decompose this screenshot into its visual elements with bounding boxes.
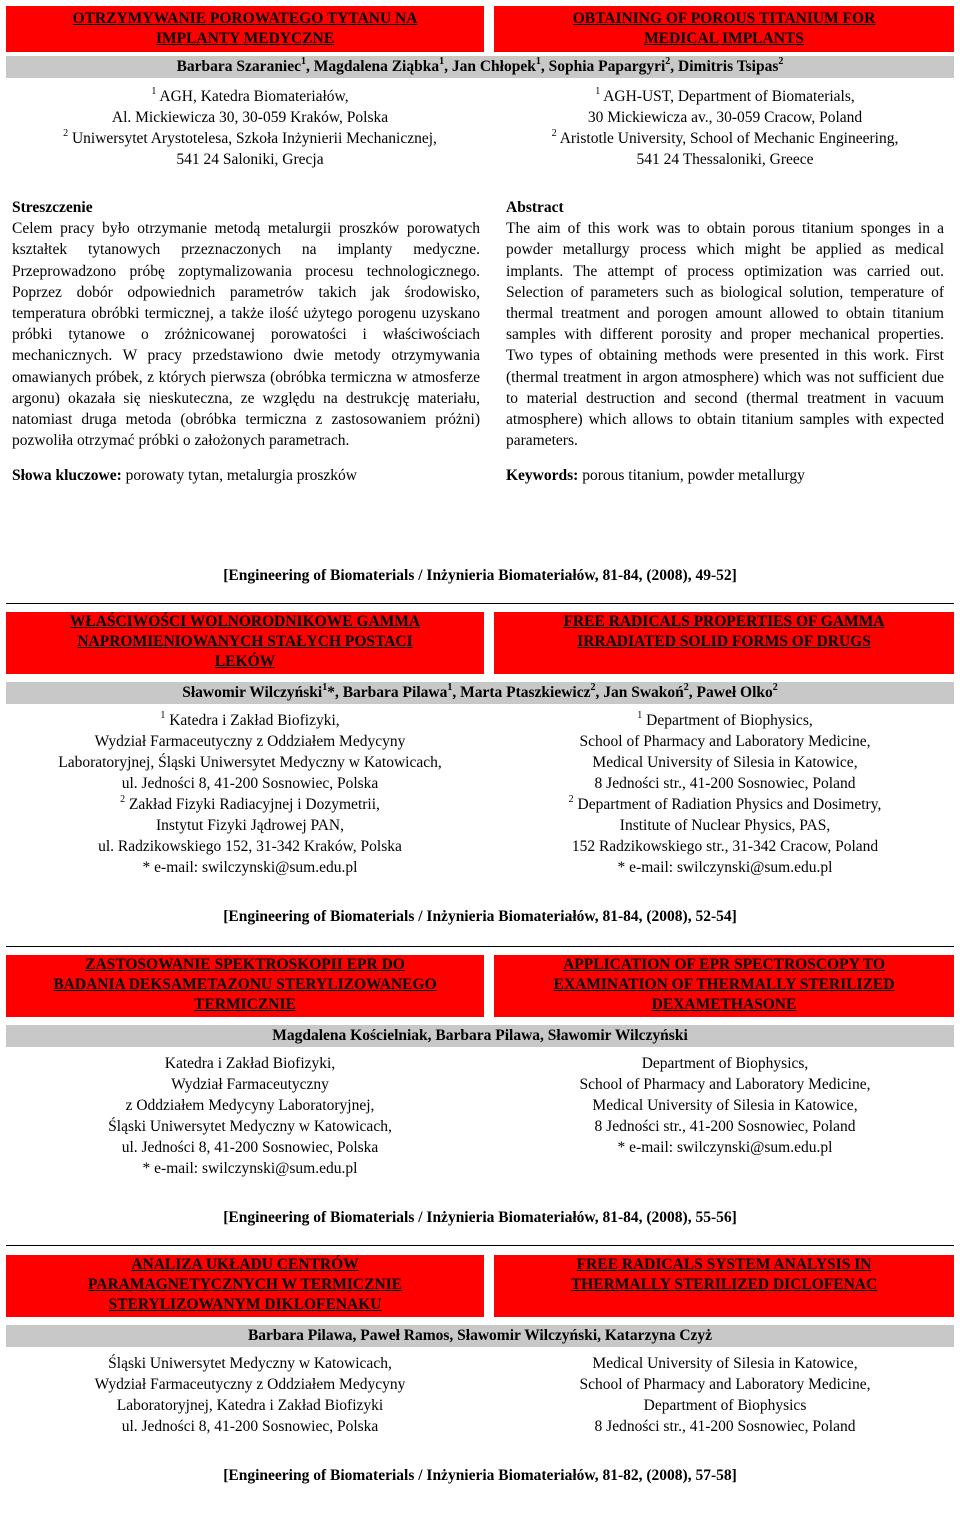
title-line: FREE RADICALS SYSTEM ANALYSIS IN	[576, 1256, 872, 1273]
keywords	[506, 465, 944, 486]
author-separator: ,	[540, 58, 549, 75]
affiliation-en	[480, 1353, 960, 1437]
affiliation-text: Katedra i Zakład Biofizyki,	[164, 1055, 336, 1072]
title-line: NAPROMIENIOWANYCH STAŁYCH POSTACI	[77, 633, 413, 650]
affiliation-line	[480, 1395, 960, 1416]
author-name: Barbara Szaraniec	[176, 58, 302, 75]
affiliation-line	[0, 1416, 500, 1437]
affiliation-line	[480, 1095, 960, 1116]
affiliation-marker: 1	[595, 85, 601, 97]
affiliation-text: Wydział Farmaceutyczny z Oddziałem Medycyny	[94, 733, 406, 750]
affiliation-line	[480, 731, 960, 752]
affiliation-text: 541 24 Thessaloniki, Greece	[636, 151, 814, 168]
author-separator: ,	[688, 684, 697, 701]
affiliation-line	[0, 1053, 500, 1074]
article-2	[0, 612, 960, 902]
affiliation-marker: 2	[120, 793, 126, 805]
affiliation-line	[480, 107, 960, 128]
article-title-pl	[6, 6, 484, 52]
affiliation-text: School of Pharmacy and Laboratory Medicine,	[579, 1076, 871, 1093]
affiliation-line	[0, 1116, 500, 1137]
affiliation-text: Department of Biophysics,	[642, 712, 813, 729]
affiliation-line	[0, 128, 500, 149]
affiliation-line	[480, 1353, 960, 1374]
affiliation-line	[0, 107, 500, 128]
divider	[6, 1245, 954, 1246]
author-name: Jan Swakoń	[603, 684, 684, 701]
affiliation-text: * e-mail: swilczynski@sum.edu.pl	[617, 1139, 833, 1156]
affiliation-text: Medical University of Silesia in Katowice,	[592, 1097, 858, 1114]
author-name: Magdalena Ziąbka	[313, 58, 440, 75]
author-separator: ,	[452, 684, 461, 701]
affiliation-en	[480, 710, 960, 878]
affiliation-text: Zakład Fizyki Radiacyjnej i Dozymetrii,	[125, 796, 380, 813]
affiliation-line	[0, 794, 500, 815]
author-name: Jan Chłopek	[451, 58, 536, 75]
affiliation-en	[480, 86, 960, 170]
abstract-heading: Streszczenie	[12, 199, 93, 216]
title-line: OTRZYMYWANIE POROWATEGO TYTANU NA	[72, 10, 418, 27]
affiliation-marker: 2	[665, 55, 671, 67]
affiliation-text: Wydział Farmaceutyczny z Oddziałem Medycyny	[94, 1376, 406, 1393]
affiliation-line	[480, 815, 960, 836]
affiliation-text: 8 Jedności str., 41-200 Sosnowiec, Poland	[594, 1418, 856, 1435]
affiliation-text: Institute of Nuclear Physics, PAS,	[619, 817, 831, 834]
affiliation-line	[0, 1074, 500, 1095]
affiliation-text: Department of Biophysics,	[641, 1055, 809, 1072]
affiliation-text: School of Pharmacy and Laboratory Medicine,	[579, 1376, 871, 1393]
author-name: Sławomir Wilczyński	[182, 684, 323, 701]
title-line: ANALIZA UKŁADU CENTRÓW	[131, 1256, 359, 1273]
title-line: FREE RADICALS PROPERTIES OF GAMMA	[563, 613, 885, 630]
affiliation-line	[480, 149, 960, 170]
abstract-en	[506, 197, 944, 487]
article-4	[0, 1255, 960, 1455]
affiliation-text: Wydział Farmaceutyczny	[171, 1076, 329, 1093]
title-line: LEKÓW	[214, 653, 276, 670]
title-line: WŁAŚCIWOŚCI WOLNORODNIKOWE GAMMA	[69, 613, 421, 630]
affiliation-text: 8 Jedności str., 41-200 Sosnowiec, Poland	[594, 1118, 856, 1135]
affiliation-marker: 1	[439, 55, 445, 67]
affiliation-line	[0, 1395, 500, 1416]
affiliation-line	[480, 752, 960, 773]
article-1	[0, 0, 960, 560]
affiliation-text: Al. Mickiewicza 30, 30-059 Kraków, Polska	[111, 109, 389, 126]
affiliation-line	[480, 794, 960, 815]
title-line: ZASTOSOWANIE SPEKTROSKOPII EPR DO	[85, 956, 405, 973]
author-separator: ,	[444, 58, 452, 75]
affiliation-text: z Oddziałem Medycyny Laboratoryjnej,	[125, 1097, 375, 1114]
affiliation-text: AGH, Katedra Biomateriałów,	[156, 88, 349, 105]
article-title-en	[494, 955, 954, 1017]
article-title-pl	[6, 955, 484, 1017]
affiliation-marker: 1	[535, 55, 541, 67]
affiliation-pl	[0, 1353, 500, 1437]
article-title-pl	[6, 612, 484, 674]
affiliation-line	[0, 1095, 500, 1116]
affiliation-marker: 1	[637, 709, 643, 721]
author-name: Barbara Pilawa, Paweł Ramos, Sławomir Wilczyński, Katarzyna Czyż	[247, 1327, 713, 1344]
affiliation-text: Medical University of Silesia in Katowice,	[592, 1355, 858, 1372]
author-name: Paweł Olko	[696, 684, 773, 701]
author-separator: *,	[327, 684, 343, 701]
affiliation-text: Aristotle University, School of Mechanic Engineering,	[556, 130, 899, 147]
affiliation-text: School of Pharmacy and Laboratory Medicine,	[579, 733, 871, 750]
title-line: IMPLANTY MEDYCZNE	[155, 30, 335, 47]
affiliation-line	[0, 1158, 500, 1179]
affiliation-text: ul. Jedności 8, 41-200 Sosnowiec, Polska	[121, 1418, 379, 1435]
affiliation-text: ul. Radzikowskiego 152, 31-342 Kraków, Polska	[98, 838, 402, 855]
abstract-pl	[12, 197, 480, 487]
author-separator: ,	[595, 684, 604, 701]
affiliation-text: * e-mail: swilczynski@sum.edu.pl	[142, 859, 358, 876]
affiliation-line	[0, 836, 500, 857]
affiliation-text: ul. Jedności 8, 41-200 Sosnowiec, Polska	[121, 775, 379, 792]
author-list	[6, 1325, 954, 1347]
keywords-label: Keywords:	[506, 467, 579, 485]
citation: [Engineering of Biomaterials / Inżynieria Biomateriałów, 81-84, (2008), 52-54]	[223, 908, 737, 925]
affiliation-text: Laboratoryjnej, Katedra i Zakład Biofizyki	[116, 1397, 384, 1414]
title-line: EXAMINATION OF THERMALLY STERILIZED	[553, 976, 895, 993]
affiliation-marker: 2	[772, 681, 778, 693]
affiliation-marker: 1	[322, 681, 328, 693]
author-name: Marta Ptaszkiewicz	[460, 684, 591, 701]
affiliation-text: Katedra i Zakład Biofizyki,	[165, 712, 340, 729]
affiliation-line	[480, 836, 960, 857]
article-title-pl	[6, 1255, 484, 1317]
affiliation-line	[480, 857, 960, 878]
affiliation-text: Uniwersytet Arystotelesa, Szkoła Inżynierii Mechanicznej,	[68, 130, 437, 147]
affiliation-text: ul. Jedności 8, 41-200 Sosnowiec, Polska	[121, 1139, 379, 1156]
affiliation-text: * e-mail: swilczynski@sum.edu.pl	[617, 859, 833, 876]
affiliation-line	[0, 1137, 500, 1158]
divider	[6, 603, 954, 604]
affiliation-text: Department of Radiation Physics and Dosimetry,	[573, 796, 882, 813]
author-separator: ,	[306, 58, 314, 75]
keywords-label: Słowa kluczowe:	[12, 467, 122, 485]
affiliation-text: 30 Mickiewicza av., 30-059 Cracow, Poland	[587, 109, 863, 126]
affiliation-text: Śląski Uniwersytet Medyczny w Katowicach,	[108, 1355, 392, 1372]
title-line: PARAMAGNETYCZNYCH W TERMICZNIE	[87, 1276, 403, 1293]
affiliation-text: 8 Jedności str., 41-200 Sosnowiec, Poland	[594, 775, 856, 792]
affiliation-text: AGH-UST, Department of Biomaterials,	[600, 88, 855, 105]
affiliation-line	[0, 752, 500, 773]
article-title-en	[494, 6, 954, 52]
affiliation-line	[0, 731, 500, 752]
affiliation-pl	[0, 86, 500, 170]
affiliation-line	[480, 86, 960, 107]
affiliation-line	[480, 1074, 960, 1095]
affiliation-marker: 1	[160, 709, 166, 721]
affiliation-line	[0, 1353, 500, 1374]
affiliation-text: 152 Radzikowskiego str., 31-342 Cracow, Poland	[571, 838, 879, 855]
author-name: Barbara Pilawa	[342, 684, 448, 701]
affiliation-marker: 2	[778, 55, 784, 67]
affiliation-line	[480, 1416, 960, 1437]
affiliation-en	[480, 1053, 960, 1158]
affiliation-line	[0, 815, 500, 836]
author-name: Dimitris Tsipas	[678, 58, 779, 75]
affiliation-text: Laboratoryjnej, Śląski Uniwersytet Medyczny w Katowicach,	[58, 754, 442, 771]
title-line: TERMICZNIE	[194, 996, 296, 1013]
author-list	[6, 682, 954, 704]
title-line: MEDICAL IMPLANTS	[644, 30, 804, 47]
affiliation-line	[480, 1374, 960, 1395]
affiliation-text: Śląski Uniwersytet Medyczny w Katowicach,	[108, 1118, 392, 1135]
author-name: Sophia Papargyri	[548, 58, 666, 75]
affiliation-line	[480, 773, 960, 794]
author-separator: ,	[670, 58, 679, 75]
title-line: DEXAMETHASONE	[651, 996, 797, 1013]
affiliation-marker: 1	[301, 55, 307, 67]
affiliation-pl	[0, 710, 500, 878]
affiliation-line	[480, 710, 960, 731]
affiliation-marker: 1	[447, 681, 453, 693]
article-3	[0, 955, 960, 1190]
affiliation-line	[0, 773, 500, 794]
affiliation-text: * e-mail: swilczynski@sum.edu.pl	[142, 1160, 358, 1177]
article-title-en	[494, 612, 954, 674]
affiliation-line	[480, 1116, 960, 1137]
affiliation-line	[480, 1053, 960, 1074]
affiliation-text: Medical University of Silesia in Katowice,	[592, 754, 858, 771]
citation: [Engineering of Biomaterials / Inżynieria Biomateriałów, 81-84, (2008), 49-52]	[223, 567, 737, 584]
title-line: IRRADIATED SOLID FORMS OF DRUGS	[577, 633, 871, 650]
affiliation-marker: 2	[551, 127, 557, 139]
affiliation-line	[0, 857, 500, 878]
article-title-en	[494, 1255, 954, 1317]
author-list	[6, 56, 954, 78]
affiliation-line	[480, 128, 960, 149]
title-line: STERYLIZOWANYM DIKLOFENAKU	[108, 1296, 382, 1313]
title-line: THERMALLY STERILIZED DICLOFENAC	[570, 1276, 878, 1293]
abstract-text: Celem pracy było otrzymanie metodą metalurgii proszków porowatych kształtek tytanowych przeznaczonych na implanty medyczne. Przeprowadzono próbę zoptymalizowania procesu technologicznego. Poprzez dobór odpowiednich parametrów takich jak środowisko, temperatura obróbki termicznej, a także ilość użytego porogenu uzyskano próbki tytanowe o zróżnicowanej porowatości i właściwościach mechanicznych. W pracy przedstawiono dwie metody otrzymywania omawianych próbek, z których pierwsza (obróbka termiczna w atmosferze argonu) okazała się nieskuteczna, ze względu na destrukcję materiału, natomiast druga metoda (obróbka termiczna z zastosowaniem próżni) pozwoliła otrzymać próbki o założonych parametrach.	[12, 220, 480, 450]
affiliation-marker: 2	[590, 681, 596, 693]
affiliation-marker: 2	[63, 127, 69, 139]
title-line: BADANIA DEKSAMETAZONU STERYLIZOWANEGO	[53, 976, 437, 993]
keywords	[12, 465, 480, 486]
affiliation-line	[480, 1137, 960, 1158]
keywords-text: porowaty tytan, metalurgia proszków	[121, 467, 357, 485]
author-name: Magdalena Kościelniak, Barbara Pilawa, Sławomir Wilczyński	[272, 1027, 688, 1044]
affiliation-marker: 2	[683, 681, 689, 693]
affiliation-pl	[0, 1053, 500, 1179]
divider	[6, 946, 954, 947]
author-list	[6, 1025, 954, 1047]
affiliation-text: 541 24 Saloniki, Grecja	[176, 151, 324, 168]
affiliation-line	[0, 710, 500, 731]
title-line: APPLICATION OF EPR SPECTROSCOPY TO	[563, 956, 885, 973]
abstract-text: The aim of this work was to obtain porous titanium sponges in a powder metallurgy process which might be applied as medical implants. The attempt of process optimization was carried out. Selection of parameters such as biological solution, temperature of thermal treatment and porogen amount allowed to obtain titanium samples with different porosity and proper mechanical properties. Two types of obtaining methods were presented in this work. First (thermal treatment in argon atmosphere) which was not sufficient due to material destruction and second (thermal treatment in vacuum atmosphere) which allows to obtain titanium samples with expected parameters.	[506, 220, 944, 450]
keywords-text: porous titanium, powder metallurgy	[578, 467, 805, 485]
affiliation-text: Department of Biophysics	[643, 1397, 807, 1414]
affiliation-marker: 1	[151, 85, 157, 97]
affiliation-text: Instytut Fizyki Jądrowej PAN,	[155, 817, 344, 834]
affiliation-line	[0, 86, 500, 107]
affiliation-line	[0, 1374, 500, 1395]
citation: [Engineering of Biomaterials / Inżynieria Biomateriałów, 81-82, (2008), 57-58]	[223, 1467, 737, 1484]
citation: [Engineering of Biomaterials / Inżynieria Biomateriałów, 81-84, (2008), 55-56]	[223, 1209, 737, 1226]
affiliation-line	[0, 149, 500, 170]
abstract-heading: Abstract	[506, 199, 564, 216]
affiliation-marker: 2	[568, 793, 574, 805]
title-line: OBTAINING OF POROUS TITANIUM FOR	[572, 10, 876, 27]
